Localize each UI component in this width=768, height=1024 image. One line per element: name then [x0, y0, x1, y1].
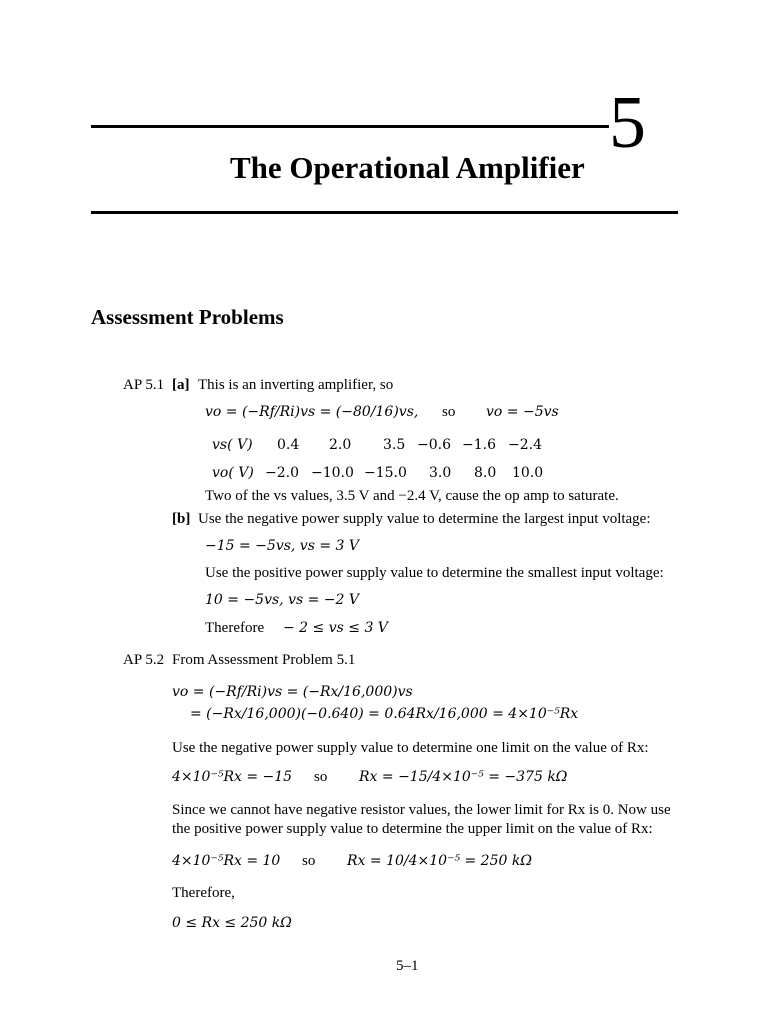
equation-smallest-input: 10 = −5vs, vs = −2 V [205, 592, 359, 608]
equation-vo-rx: vo = (−Rf/Ri)vs = (−Rx/16,000)vs [172, 684, 413, 700]
equation-largest-input: −15 = −5vs, vs = 3 V [205, 538, 359, 554]
table-cell: −2.4 [508, 437, 542, 453]
part-b-tag: [b] [172, 511, 191, 527]
therefore-label: Therefore [205, 620, 265, 636]
problem-label-ap52: AP 5.2 [123, 652, 165, 668]
lower-limit-text-1: Since we cannot have negative resistor values, the lower limit for Rx is 0. Now use [172, 802, 671, 818]
table-cell: 0.4 [277, 437, 300, 453]
lower-limit-text-2: the positive power supply value to determine the upper limit on the value of Rx: [172, 821, 653, 837]
equation-rx-negative: 4×10⁻⁵Rx = −15 [172, 769, 293, 785]
table-cell: −1.6 [462, 437, 496, 453]
table-cell: 2.0 [329, 437, 352, 453]
equation-vo-rx-expanded: = (−Rx/16,000)(−0.640) = 0.64Rx/16,000 = 4×10⁻⁵Rx [190, 706, 579, 722]
part-a-tag: [a] [172, 377, 190, 393]
table-vs-label: vs( V) [212, 437, 253, 453]
table-cell: 3.5 [383, 437, 406, 453]
table-cell: −2.0 [265, 465, 299, 481]
equation-vo-gain: vo = −5vs [486, 404, 559, 420]
chapter-title: The Operational Amplifier [230, 150, 585, 185]
so-word-1: so [314, 769, 328, 785]
equation-rx-value-positive: Rx = 10/4×10⁻⁵ = 250 kΩ [347, 853, 532, 869]
saturate-text: Two of the vs values, 3.5 V and −2.4 V, cause the op amp to saturate. [205, 488, 619, 504]
part-a-text: This is an inverting amplifier, so [198, 377, 394, 393]
equation-vo-inverting: vo = (−Rf/Ri)vs = (−80/16)vs, [205, 404, 419, 420]
table-vo-label: vo( V) [212, 465, 254, 481]
part-b-text: Use the negative power supply value to determine the largest input voltage: [198, 511, 651, 527]
equation-rx-value-negative: Rx = −15/4×10⁻⁵ = −375 kΩ [359, 769, 568, 785]
therefore-text: Therefore, [172, 885, 235, 901]
chapter-bottom-rule [91, 211, 678, 214]
table-cell: 8.0 [474, 465, 497, 481]
chapter-number: 5 [609, 82, 646, 164]
negative-limit-text: Use the negative power supply value to determine one limit on the value of Rx: [172, 740, 649, 756]
section-heading: Assessment Problems [91, 305, 284, 329]
equation-rx-positive: 4×10⁻⁵Rx = 10 [172, 853, 281, 869]
equation-rx-range: 0 ≤ Rx ≤ 250 kΩ [172, 915, 292, 931]
chapter-top-rule [91, 125, 609, 128]
page-number: 5–1 [396, 958, 419, 974]
table-cell: −10.0 [311, 465, 354, 481]
table-cell: 3.0 [429, 465, 452, 481]
equation-vs-range: − 2 ≤ vs ≤ 3 V [283, 620, 388, 636]
ap52-intro: From Assessment Problem 5.1 [172, 652, 356, 668]
problem-label-ap51: AP 5.1 [123, 377, 165, 393]
table-cell: −0.6 [417, 437, 451, 453]
so-word-2: so [302, 853, 316, 869]
table-cell: 10.0 [512, 465, 544, 481]
so-word: so [442, 404, 456, 420]
positive-supply-text: Use the positive power supply value to determine the smallest input voltage: [205, 565, 664, 581]
table-cell: −15.0 [364, 465, 407, 481]
